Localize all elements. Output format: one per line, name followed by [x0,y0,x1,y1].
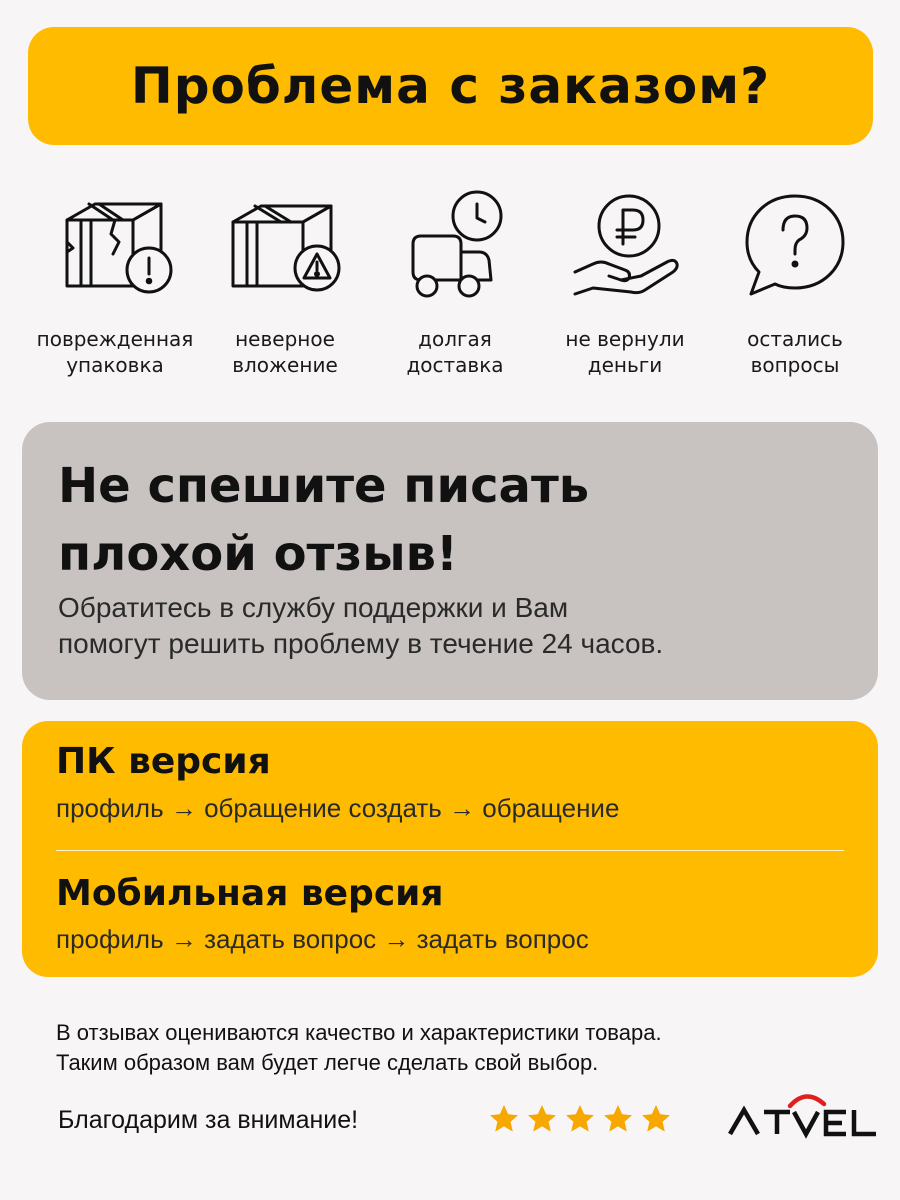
mobile-version-title: Мобильная версия [56,873,444,914]
header-banner [28,27,873,145]
page-title: Проблема с заказом? [130,57,771,115]
support-instructions-panel [22,721,878,977]
problem-questions-left [710,190,880,390]
problem-long-delivery [370,190,540,390]
damaged-package-icon [55,190,175,302]
problem-label-line1: не вернули [565,327,685,351]
reviews-note [56,1018,856,1078]
problem-label [365,326,545,378]
reviews-note-line1: В отзывах оцениваются качество и характеристики товара. [56,1020,662,1045]
problem-label-line2: вложение [232,353,338,377]
divider [56,850,844,851]
problem-icons-row [30,190,870,390]
star-icon [564,1103,596,1135]
notice-text [58,590,848,662]
problem-label-line1: долгая [418,327,492,351]
mobile-version-path: профиль → задать вопрос → задать вопрос [56,924,589,954]
star-icon [602,1103,634,1135]
atvel-logo [728,1090,880,1140]
pc-version-path: профиль → обращение создать → обращение [56,793,620,823]
problem-label-line1: остались [747,327,843,351]
notice-heading [58,452,838,588]
star-icon [488,1103,520,1135]
problem-label-line2: деньги [587,353,663,377]
notice-heading-line2: плохой отзыв! [58,526,458,582]
problem-money-not-returned [540,190,710,390]
wrong-item-icon [225,190,345,302]
star-icon [526,1103,558,1135]
problem-wrong-item [200,190,370,390]
problem-label-line2: упаковка [66,353,164,377]
thanks-text: Благодарим за внимание! [58,1106,359,1134]
delivery-truck-clock-icon [395,190,515,302]
ruble-hand-icon [565,190,685,302]
problem-label-line2: вопросы [750,353,840,377]
problem-label-line1: поврежденная [36,327,194,351]
problem-label [195,326,375,378]
problem-label-line2: доставка [406,353,504,377]
rating-stars [488,1103,672,1135]
star-icon [640,1103,672,1135]
notice-heading-line1: Не спешите писать [58,458,590,514]
problem-label [705,326,885,378]
notice-text-line1: Обратитесь в службу поддержки и Вам [58,592,569,623]
problem-label [25,326,205,378]
reviews-note-line2: Таким образом вам будет легче сделать свой выбор. [56,1050,599,1075]
review-notice-panel [22,422,878,700]
pc-version-title: ПК версия [56,741,271,782]
question-bubble-icon [735,190,855,302]
problem-label [535,326,715,378]
problem-damaged-package [30,190,200,390]
problem-label-line1: неверное [235,327,335,351]
notice-text-line2: помогут решить проблему в течение 24 часов. [58,628,664,659]
